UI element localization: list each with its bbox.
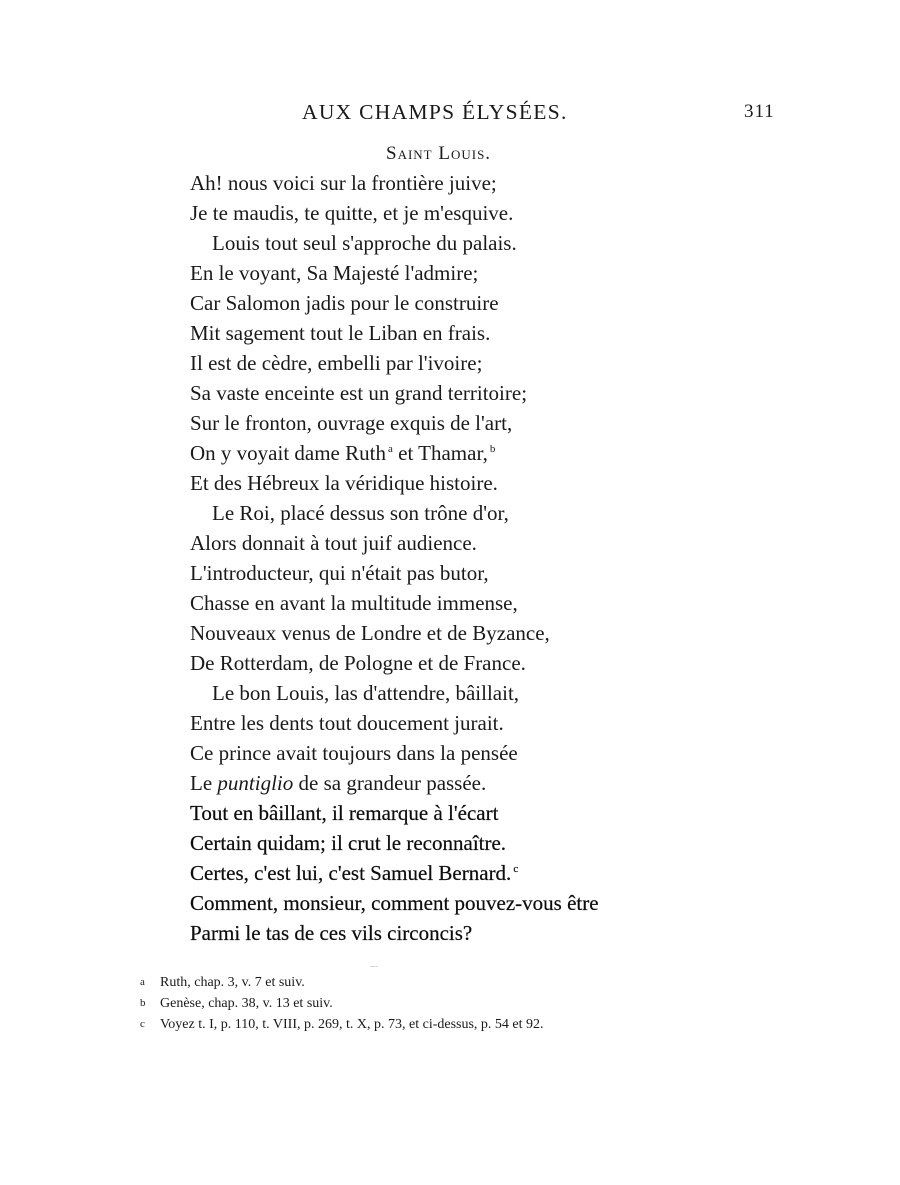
italic-word: puntiglio xyxy=(217,771,294,795)
verse-line: Nouveaux venus de Londre et de Byzance, xyxy=(190,621,550,645)
footnote-divider xyxy=(370,966,378,967)
footnote xyxy=(140,993,544,1014)
verse-line: Il est de cèdre, embelli par l'ivoire; xyxy=(190,351,483,375)
verse-line: Comment, monsieur, comment pouvez-vous être xyxy=(190,891,599,915)
verse-line: On y voyait dame Ruth $^a$ et Thamar, $^b$ xyxy=(190,441,496,465)
footnote xyxy=(140,1014,544,1035)
verse-line: En le voyant, Sa Majesté l'admire; xyxy=(190,261,479,285)
verse-line: De Rotterdam, de Pologne et de France. xyxy=(190,651,526,675)
verse-line: Entre les dents tout doucement jurait. xyxy=(190,711,504,735)
footnote-text: Ruth, chap. 3, v. 7 et suiv. xyxy=(160,975,305,990)
footnotes xyxy=(140,972,544,1035)
verse-line: Certain quidam; il crut le reconnaître. xyxy=(190,831,507,855)
footnote-text: Voyez t. I, p. 110, t. VIII, p. 269, t. X, p. 73, et ci-dessus, p. 54 et 92. xyxy=(160,1017,544,1032)
footnote-ref: b xyxy=(489,443,496,455)
poem-verses xyxy=(190,168,599,948)
footnote-mark: b xyxy=(140,997,146,1009)
verse-line: Le Roi, placé dessus son trône d'or, xyxy=(212,501,509,525)
verse-line: Car Salomon jadis pour le construire xyxy=(190,291,499,315)
verse-line: L'introducteur, qui n'était pas butor, xyxy=(190,561,489,585)
verse-line: Parmi le tas de ces vils circoncis? xyxy=(190,921,473,945)
footnote-mark: a xyxy=(140,976,145,988)
verse-line: Je te maudis, te quitte, et je m'esquive. xyxy=(190,201,514,225)
verse-line: Le puntiglio de sa grandeur passée. xyxy=(190,771,487,795)
verse-line: Alors donnait à tout juif audience. xyxy=(190,531,477,555)
footnote-ref: c xyxy=(513,863,519,875)
running-head xyxy=(0,97,900,127)
running-title: AUX CHAMPS ÉLYSÉES. xyxy=(302,100,568,124)
verse-line: Mit sagement tout le Liban en frais. xyxy=(190,321,491,345)
verse-line: Ce prince avait toujours dans la pensée xyxy=(190,741,518,765)
page-number: 311 xyxy=(744,101,775,122)
footnote-ref: a xyxy=(387,443,393,455)
footnote-text: Genèse, chap. 38, v. 13 et suiv. xyxy=(160,996,333,1011)
verse-line: Tout en bâillant, il remarque à l'écart xyxy=(190,801,499,825)
speaker-heading: Saint Louis. xyxy=(386,143,492,164)
verse-line: Certes, c'est lui, c'est Samuel Bernard. $^c$ xyxy=(190,861,519,885)
footnote-mark: c xyxy=(140,1018,145,1030)
verse-line: Louis tout seul s'approche du palais. xyxy=(212,231,517,255)
verse-line: Le bon Louis, las d'attendre, bâillait, xyxy=(212,681,520,705)
verse-line: Ah! nous voici sur la frontière juive; xyxy=(190,171,497,195)
verse-line: Sa vaste enceinte est un grand territoire; xyxy=(190,381,528,405)
footnote xyxy=(140,972,544,993)
verse-line: Et des Hébreux la véridique histoire. xyxy=(190,471,498,495)
verse-line: Chasse en avant la multitude immense, xyxy=(190,591,518,615)
verse-line: Sur le fronton, ouvrage exquis de l'art, xyxy=(190,411,513,435)
